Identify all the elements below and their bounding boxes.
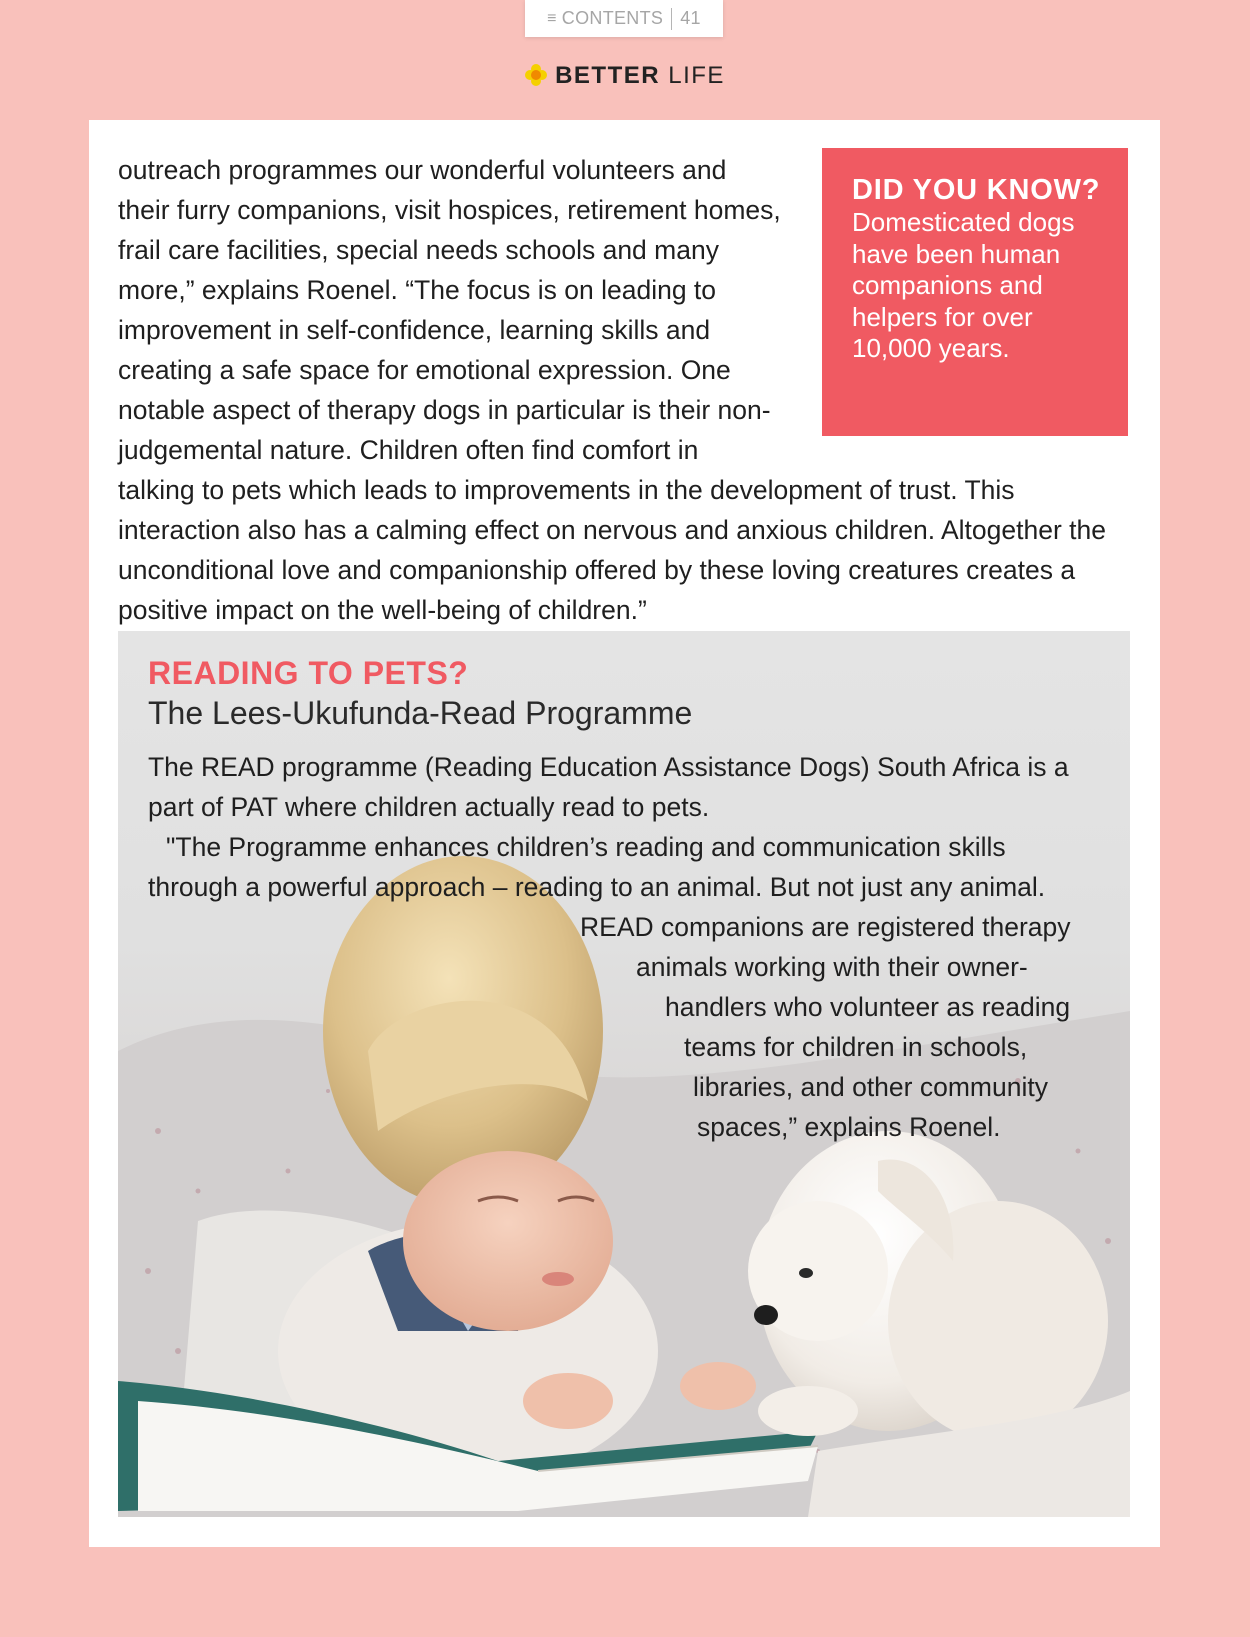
menu-icon: ≡	[547, 9, 557, 27]
reading-box-subtitle: The Lees-Ukufunda-Read Programme	[148, 695, 693, 731]
article-page	[89, 120, 1160, 1547]
paragraph-line: teams for children in schools,	[684, 1032, 1028, 1062]
flower-icon	[525, 64, 547, 86]
paragraph-line: The READ programme (Reading Education Assistance Dogs) South Africa is a	[148, 752, 1069, 782]
article-body	[118, 150, 1128, 630]
paragraph-line: spaces,” explains Roenel.	[697, 1112, 1001, 1142]
paragraph-line: handlers who volunteer as reading	[665, 992, 1071, 1022]
did-you-know-box	[822, 148, 1128, 436]
paragraph-line: animals working with their owner-	[636, 952, 1028, 982]
page-number: 41	[680, 8, 701, 28]
did-you-know-title: DID YOU KNOW?	[852, 174, 1101, 206]
paragraph-line: libraries, and other community	[693, 1072, 1048, 1102]
paragraph-line: "The Programme enhances children’s reading and communication skills	[166, 832, 1006, 862]
section-header	[0, 62, 1250, 90]
reading-box-paragraph	[148, 747, 1108, 1147]
reading-box-heading: READING TO PETS?	[148, 655, 469, 691]
did-you-know-text: Domesticated dogs have been human companions and helpers for over 10,000 years.	[852, 207, 1075, 363]
article-paragraph: outreach programmes our wonderful volunteers and their furry companions, visit hospices, retirement homes, frail care facilities, special needs schools and many more,” explains Roenel. “The focus is on leading to improvement in self-confidence, learning skills and creating a safe space for emotional expression. One notable aspect of therapy dogs in particular is their non-judgemental nature. Children often find comfort in talking to pets which leads to improvements in the development of trust. This interaction also has a calming effect on nervous and anxious children. Altogether the unconditional love and companionship offered by these loving creatures creates a positive impact on the well-being of children.”	[118, 155, 1106, 625]
divider	[671, 8, 672, 30]
paragraph-line: through a powerful approach – reading to an animal. But not just any animal.	[148, 872, 1046, 902]
reading-to-pets-box	[118, 631, 1130, 1517]
contents-nav-tab[interactable]	[525, 0, 723, 37]
section-title-bold: BETTER	[555, 62, 661, 89]
paragraph-line: READ companions are registered therapy	[580, 912, 1071, 942]
paragraph-line: part of PAT where children actually read to pets.	[148, 792, 710, 822]
section-title-light: LIFE	[660, 62, 725, 89]
contents-label: CONTENTS	[561, 8, 664, 28]
